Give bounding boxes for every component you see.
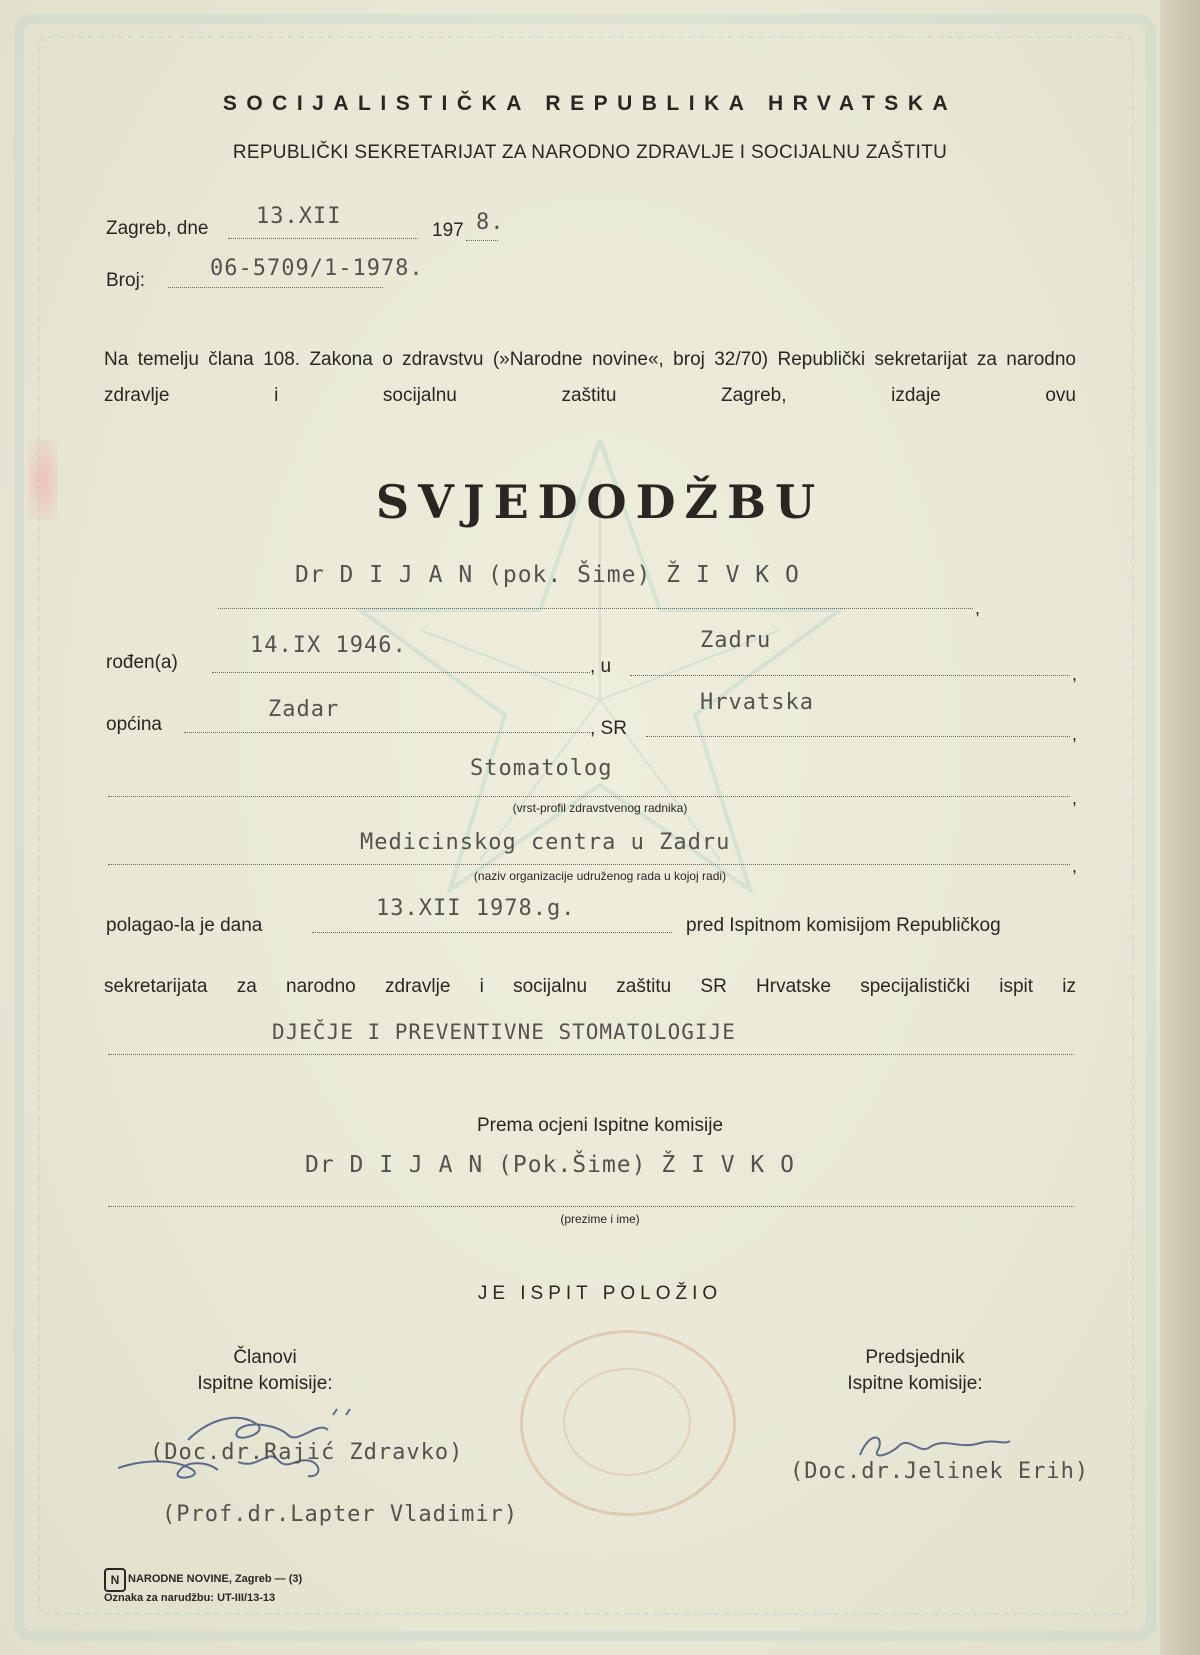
republic-value: Hrvatska bbox=[700, 690, 814, 715]
member-2-name: (Prof.dr.Lapter Vladimir) bbox=[162, 1502, 519, 1527]
profession-value: Stomatolog bbox=[470, 756, 613, 781]
assessment-name-value: Dr D I J A N (Pok.Šime) Ž I V K O bbox=[305, 1152, 795, 1178]
official-stamp bbox=[520, 1330, 736, 1516]
year-prefix: 197 bbox=[432, 220, 464, 241]
exam-date-rule bbox=[312, 932, 672, 933]
profession-caption: (vrst-profil zdravstvenog radnika) bbox=[512, 801, 688, 815]
profession-rule bbox=[108, 796, 1070, 797]
comma: , bbox=[1072, 856, 1078, 876]
born-place-value: Zadru bbox=[700, 628, 772, 653]
comma: , bbox=[1072, 724, 1078, 744]
secretariat-title: REPUBLIČKI SEKRETARIJAT ZA NARODNO ZDRAVLJE I SOCIJALNU ZAŠTITU bbox=[232, 142, 948, 163]
exam-passed-label: polagao-la je dana bbox=[106, 915, 263, 936]
intro-paragraph: Na temelju člana 108. Zakona o zdravstvu (»Narodne novine«, broj 32/70) Republički sekretarijat za narodno zdravlje i socijalnu zaštitu Zagreb, izdaje ovu bbox=[104, 349, 1076, 406]
year-value: 8. bbox=[476, 210, 505, 235]
order-line: Oznaka za narudžbu: UT-III/13-13 bbox=[104, 1592, 276, 1604]
sr-label: , SR bbox=[590, 718, 627, 739]
republic-title: SOCIJALISTIČKA REPUBLIKA HRVATSKA bbox=[222, 92, 958, 115]
organization-value: Medicinskog centra u Zadru bbox=[360, 830, 731, 855]
number-label: Broj: bbox=[106, 270, 146, 291]
stamp-emblem bbox=[563, 1368, 691, 1476]
publisher-line: NARODNE NOVINE, Zagreb — (3) bbox=[128, 1573, 303, 1585]
publisher-logo-icon: N bbox=[104, 1568, 126, 1592]
exam-subject-rule bbox=[108, 1054, 1074, 1055]
organization-caption: (naziv organizacije udruženog rada u kojoj radi) bbox=[473, 869, 727, 883]
member-1-name: (Doc.dr.Rajić Zdravko) bbox=[150, 1440, 464, 1465]
assessment-name-rule bbox=[108, 1206, 1074, 1207]
year-rule bbox=[466, 240, 498, 241]
organization-rule bbox=[108, 864, 1070, 865]
municipality-label: općina bbox=[106, 714, 162, 735]
comma: , bbox=[1072, 664, 1078, 684]
municipality-rule bbox=[184, 732, 590, 733]
republic-rule bbox=[646, 736, 1070, 737]
name-caption: (prezime i ime) bbox=[560, 1212, 640, 1226]
date-label: Zagreb, dne bbox=[106, 218, 209, 239]
comma: , bbox=[1072, 788, 1078, 808]
exam-result: JE ISPIT POLOŽIO bbox=[477, 1283, 723, 1304]
number-rule bbox=[168, 287, 383, 288]
exam-before-text: pred Ispitnom komisijom Republičkog bbox=[686, 915, 1001, 936]
exam-body-text: sekretarijata za narodno zdravlje i socijalnu zaštitu SR Hrvatske specijalistički ispit iz bbox=[104, 976, 1076, 997]
members-subtitle: Ispitne komisije: bbox=[197, 1373, 333, 1394]
date-rule bbox=[228, 238, 418, 239]
born-date-value: 14.IX 1946. bbox=[250, 633, 407, 658]
number-value: 06-5709/1-1978. bbox=[210, 256, 424, 281]
date-value: 13.XII bbox=[256, 204, 342, 229]
certificate-heading: SVJEDODŽBU bbox=[375, 475, 825, 529]
comma: , bbox=[975, 598, 981, 618]
born-place-rule bbox=[630, 675, 1070, 676]
born-label: rođen(a) bbox=[106, 652, 178, 673]
exam-date-value: 13.XII 1978.g. bbox=[376, 896, 576, 921]
exam-subject-value: DJEČJE I PREVENTIVNE STOMATOLOGIJE bbox=[272, 1020, 736, 1044]
born-in-label: , u bbox=[590, 656, 612, 677]
president-subtitle: Ispitne komisije: bbox=[847, 1373, 983, 1394]
born-date-rule bbox=[212, 672, 590, 673]
paper-edge-shadow bbox=[1160, 0, 1200, 1655]
assessment-label: Prema ocjeni Ispitne komisije bbox=[476, 1115, 724, 1136]
holder-name-rule bbox=[218, 608, 973, 609]
president-name: (Doc.dr.Jelinek Erih) bbox=[790, 1459, 1090, 1484]
holder-name-value: Dr D I J A N (pok. Šime) Ž I V K O bbox=[295, 562, 800, 588]
president-title: Predsjednik bbox=[865, 1347, 965, 1368]
members-title: Članovi bbox=[233, 1347, 297, 1368]
municipality-value: Zadar bbox=[268, 697, 340, 722]
